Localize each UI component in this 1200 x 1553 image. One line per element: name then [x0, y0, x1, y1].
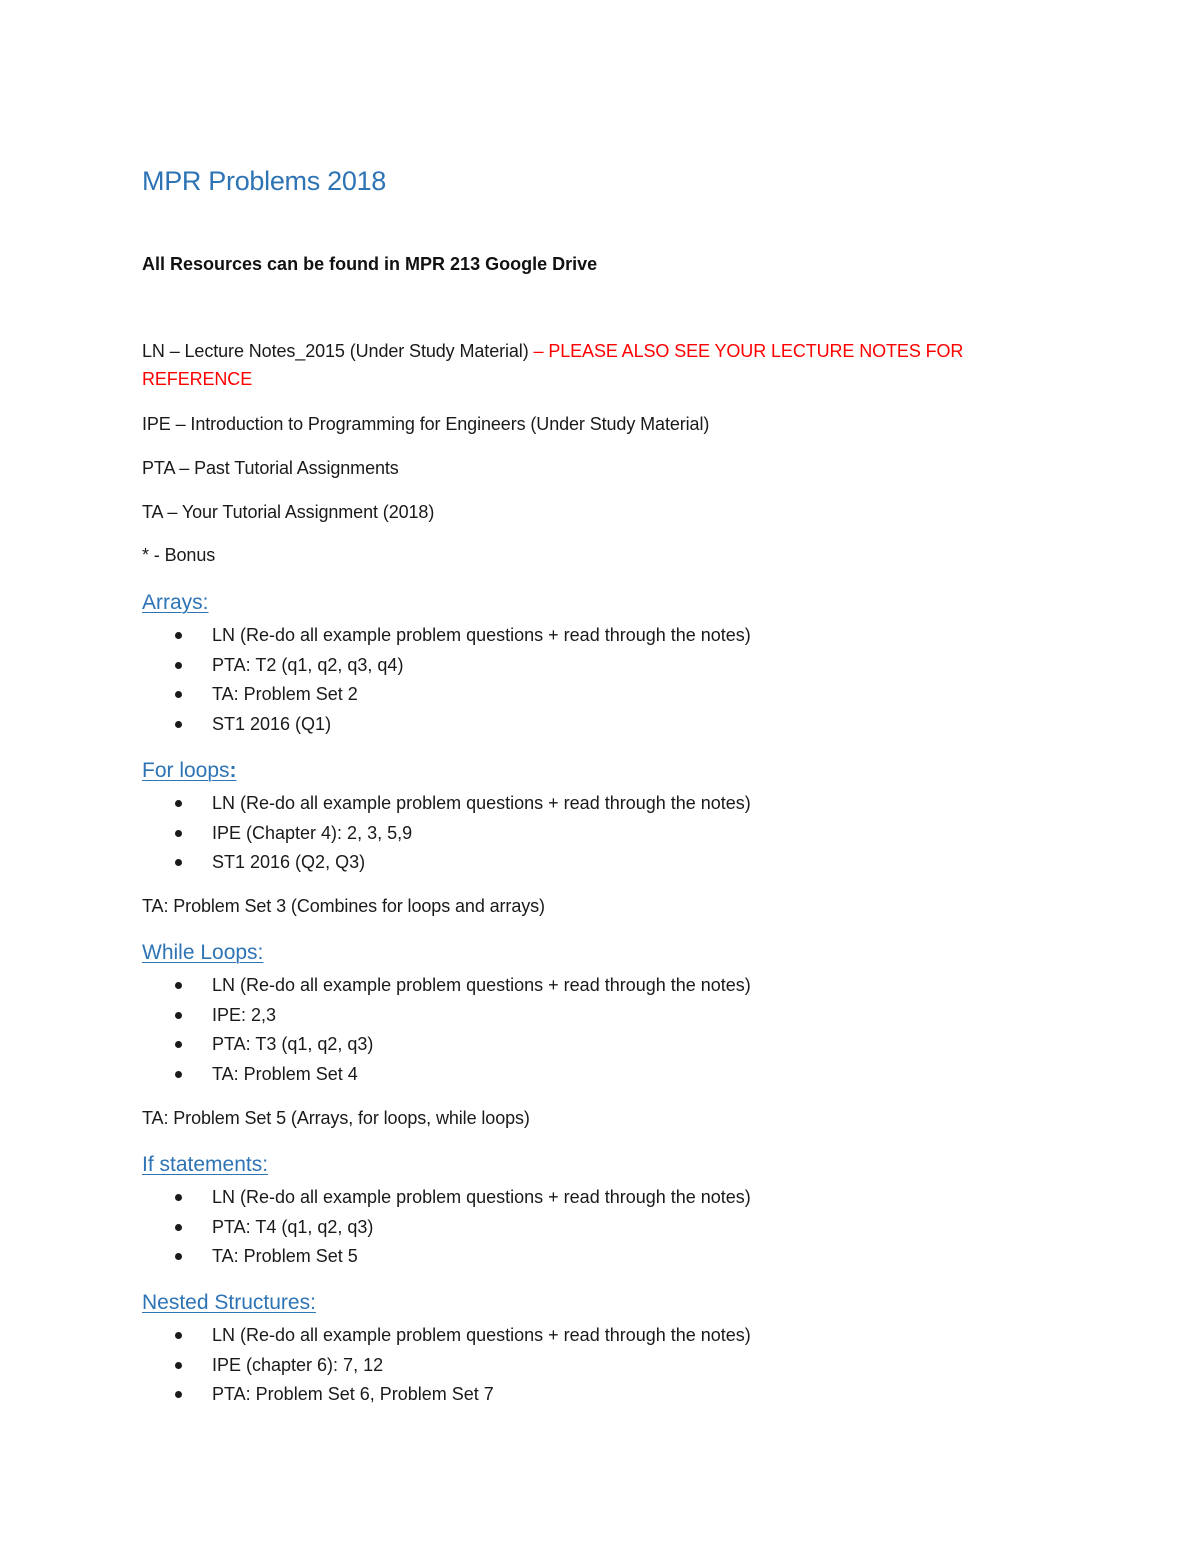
while-loops-list: [170, 971, 751, 1090]
list-item: TA: Problem Set 5: [170, 1242, 751, 1272]
bullet-icon: [175, 691, 182, 698]
list-item: LN (Re-do all example problem questions + read through the notes): [170, 1321, 751, 1351]
bullet-icon: [175, 800, 182, 807]
while-loops-note: TA: Problem Set 5 (Arrays, for loops, while loops): [142, 1108, 530, 1128]
section-heading-if-statements: If statements:: [142, 1153, 269, 1176]
legend-ln-warning: – PLEASE ALSO SEE YOUR LECTURE NOTES FOR: [533, 341, 964, 361]
for-loops-note: TA: Problem Set 3 (Combines for loops and arrays): [142, 896, 545, 916]
arrays-list: [170, 621, 751, 740]
bullet-icon: [175, 830, 182, 837]
section-heading-while-loops: While Loops:: [142, 941, 264, 964]
resources-note: All Resources can be found in MPR 213 Google Drive: [142, 254, 598, 274]
legend-ipe: IPE – Introduction to Programming for Engineers (Under Study Material): [142, 414, 710, 434]
list-item: IPE (Chapter 4): 2, 3, 5,9: [170, 819, 751, 849]
section-heading-for-loops: [142, 759, 237, 783]
bullet-icon: [175, 1224, 182, 1231]
legend-ln-warning-continued: REFERENCE: [142, 369, 253, 389]
section-heading-arrays: Arrays:: [142, 591, 209, 614]
list-item: LN (Re-do all example problem questions + read through the notes): [170, 621, 751, 651]
list-item: PTA: T4 (q1, q2, q3): [170, 1213, 751, 1243]
bullet-icon: [175, 721, 182, 728]
bullet-icon: [175, 1041, 182, 1048]
list-item: LN (Re-do all example problem questions + read through the notes): [170, 971, 751, 1001]
section-heading-nested-structures: Nested Structures:: [142, 1291, 316, 1314]
if-statements-list: [170, 1183, 751, 1272]
list-item: IPE (chapter 6): 7, 12: [170, 1351, 751, 1381]
bullet-icon: [175, 982, 182, 989]
bullet-icon: [175, 1012, 182, 1019]
list-item: PTA: T3 (q1, q2, q3): [170, 1030, 751, 1060]
list-item: ST1 2016 (Q2, Q3): [170, 848, 751, 878]
list-item: LN (Re-do all example problem questions + read through the notes): [170, 1183, 751, 1213]
for-loops-list: [170, 789, 751, 878]
for-loops-heading-text: For loops: [142, 759, 230, 782]
bullet-icon: [175, 1253, 182, 1260]
list-item: PTA: Problem Set 6, Problem Set 7: [170, 1380, 751, 1410]
bullet-icon: [175, 1332, 182, 1339]
for-loops-heading-colon: :: [229, 759, 237, 782]
legend-bonus: * - Bonus: [142, 545, 216, 565]
bullet-icon: [175, 1362, 182, 1369]
bullet-icon: [175, 632, 182, 639]
bullet-icon: [175, 1391, 182, 1398]
bullet-icon: [175, 859, 182, 866]
legend-ln-line: [142, 341, 963, 362]
list-item: ST1 2016 (Q1): [170, 710, 751, 740]
legend-pta: PTA – Past Tutorial Assignments: [142, 458, 399, 478]
document-title: MPR Problems 2018: [142, 166, 387, 196]
nested-structures-list: [170, 1321, 751, 1410]
legend-ln-text: LN – Lecture Notes_2015 (Under Study Material): [142, 341, 534, 361]
list-item: LN (Re-do all example problem questions + read through the notes): [170, 789, 751, 819]
list-item: PTA: T2 (q1, q2, q3, q4): [170, 651, 751, 681]
bullet-icon: [175, 662, 182, 669]
bullet-icon: [175, 1071, 182, 1078]
list-item: TA: Problem Set 2: [170, 680, 751, 710]
list-item: IPE: 2,3: [170, 1001, 751, 1031]
bullet-icon: [175, 1194, 182, 1201]
legend-ta: TA – Your Tutorial Assignment (2018): [142, 502, 435, 522]
list-item: TA: Problem Set 4: [170, 1060, 751, 1090]
